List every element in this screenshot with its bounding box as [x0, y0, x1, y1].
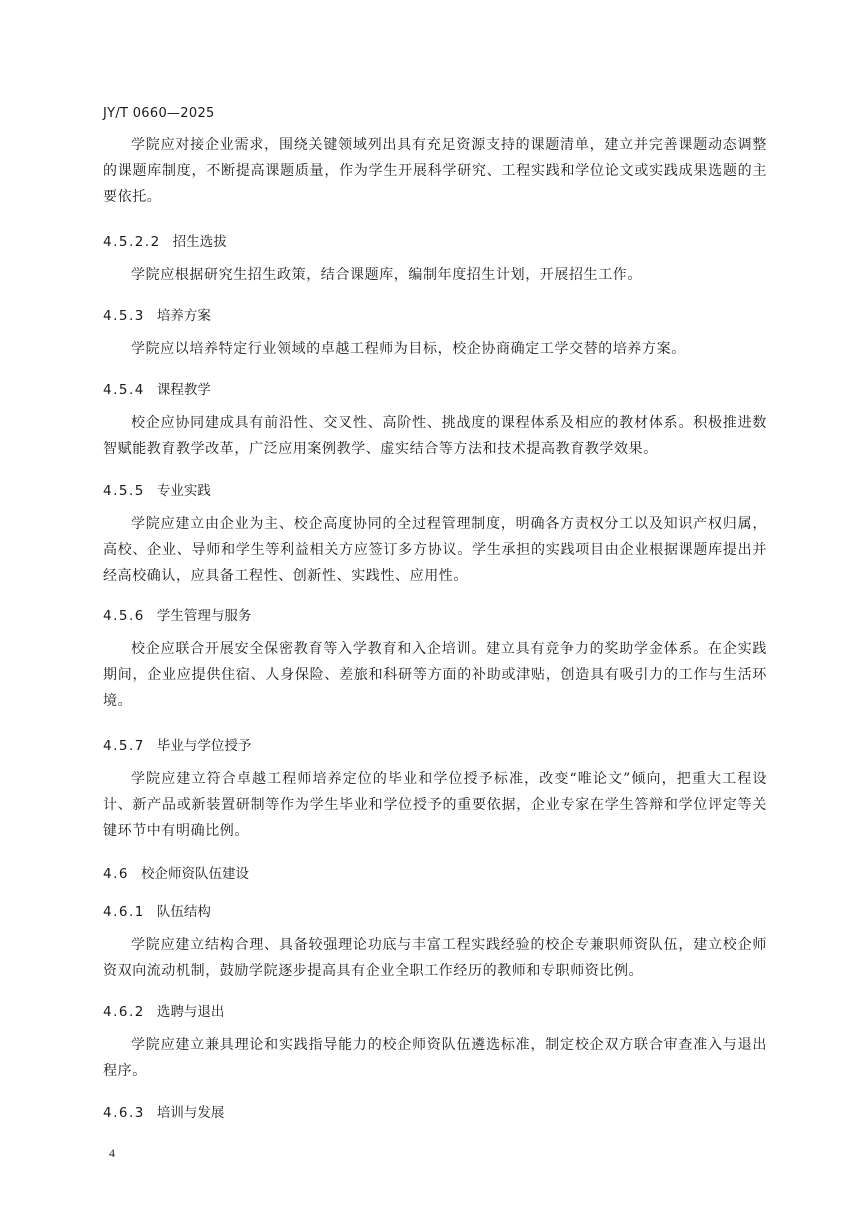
section-heading	[103, 606, 767, 626]
paragraph-text: 学院应建立兼具理论和实践指导能力的校企师资队伍遴选标准，制定校企双方联合审查准入与退出程序。	[103, 1037, 767, 1079]
paragraph	[103, 132, 767, 210]
section-heading	[103, 481, 767, 501]
section-heading	[103, 902, 767, 922]
heading-number: 4.5.7	[103, 738, 145, 754]
paragraph	[103, 262, 767, 288]
heading-number: 4.6	[103, 866, 129, 882]
heading-title: 选聘与退出	[156, 1004, 225, 1020]
paragraph-text: 学院应以培养特定行业领域的卓越工程师为目标，校企协商确定工学交替的培养方案。	[131, 341, 686, 357]
document-id: JY/T 0660—2025	[103, 106, 215, 121]
paragraph-text: 学院应对接企业需求，围绕关键领域列出具有充足资源支持的课题清单，建立并完善课题动态调整的课题库制度，不断提高课题质量，作为学生开展科学研究、工程实践和学位论文或实践成果选题的主要依托。	[103, 137, 767, 205]
section-heading	[103, 1002, 767, 1022]
paragraph-text: 学院应根据研究生招生政策，结合课题库，编制年度招生计划，开展招生工作。	[131, 267, 642, 283]
page-number: 4	[109, 1146, 115, 1160]
section-heading	[103, 380, 767, 400]
heading-title: 学生管理与服务	[156, 608, 252, 624]
paragraph	[103, 636, 767, 714]
heading-title: 课程教学	[156, 382, 211, 398]
heading-title: 招生选拔	[172, 234, 227, 250]
section-heading	[103, 306, 767, 326]
paragraph	[103, 1032, 767, 1084]
heading-number: 4.5.6	[103, 608, 145, 624]
paragraph	[103, 932, 767, 984]
section-heading	[103, 232, 767, 252]
heading-title: 队伍结构	[156, 904, 211, 920]
heading-title: 专业实践	[156, 483, 211, 499]
heading-number: 4.5.4	[103, 382, 145, 398]
heading-title: 培养方案	[156, 308, 211, 324]
heading-number: 4.5.5	[103, 483, 145, 499]
heading-title: 培训与发展	[156, 1105, 225, 1121]
section-heading	[103, 1103, 767, 1123]
paragraph-text: 学院应建立结构合理、具备较强理论功底与丰富工程实践经验的校企专兼职师资队伍，建立校企师资双向流动机制，鼓励学院逐步提高具有企业全职工作经历的教师和专职师资比例。	[103, 937, 767, 979]
paragraph	[103, 410, 767, 462]
paragraph	[103, 336, 767, 362]
section-heading	[103, 736, 767, 756]
paragraph	[103, 511, 767, 589]
paragraph-text: 学院应建立符合卓越工程师培养定位的毕业和学位授予标准，改变“唯论文”倾向，把重大工程设计、新产品或新装置研制等作为学生毕业和学位授予的重要依据，企业专家在学生答辩和学位评定等关键环节中有明确比例。	[103, 771, 767, 839]
paragraph-text: 校企应联合开展安全保密教育等入学教育和入企培训。建立具有竞争力的奖助学金体系。在企实践期间，企业应提供住宿、人身保险、差旅和科研等方面的补助或津贴，创造具有吸引力的工作与生活环境。	[103, 641, 767, 709]
paragraph-text: 校企应协同建成具有前沿性、交叉性、高阶性、挑战度的课程体系及相应的教材体系。积极推进数智赋能教育教学改革，广泛应用案例教学、虚实结合等方法和技术提高教育教学效果。	[103, 415, 767, 457]
heading-title: 毕业与学位授予	[156, 738, 252, 754]
section-heading	[103, 864, 767, 884]
paragraph-text: 学院应建立由企业为主、校企高度协同的全过程管理制度，明确各方责权分工以及知识产权归属，高校、企业、导师和学生等利益相关方应签订多方协议。学生承担的实践项目由企业根据课题库提出并经高校确认，应具备工程性、创新性、实践性、应用性。	[103, 516, 767, 584]
heading-number: 4.5.3	[103, 308, 145, 324]
heading-number: 4.6.3	[103, 1105, 145, 1121]
paragraph	[103, 766, 767, 844]
heading-number: 4.6.1	[103, 904, 145, 920]
heading-title: 校企师资队伍建设	[140, 866, 249, 882]
heading-number: 4.6.2	[103, 1004, 145, 1020]
heading-number: 4.5.2.2	[103, 234, 161, 250]
